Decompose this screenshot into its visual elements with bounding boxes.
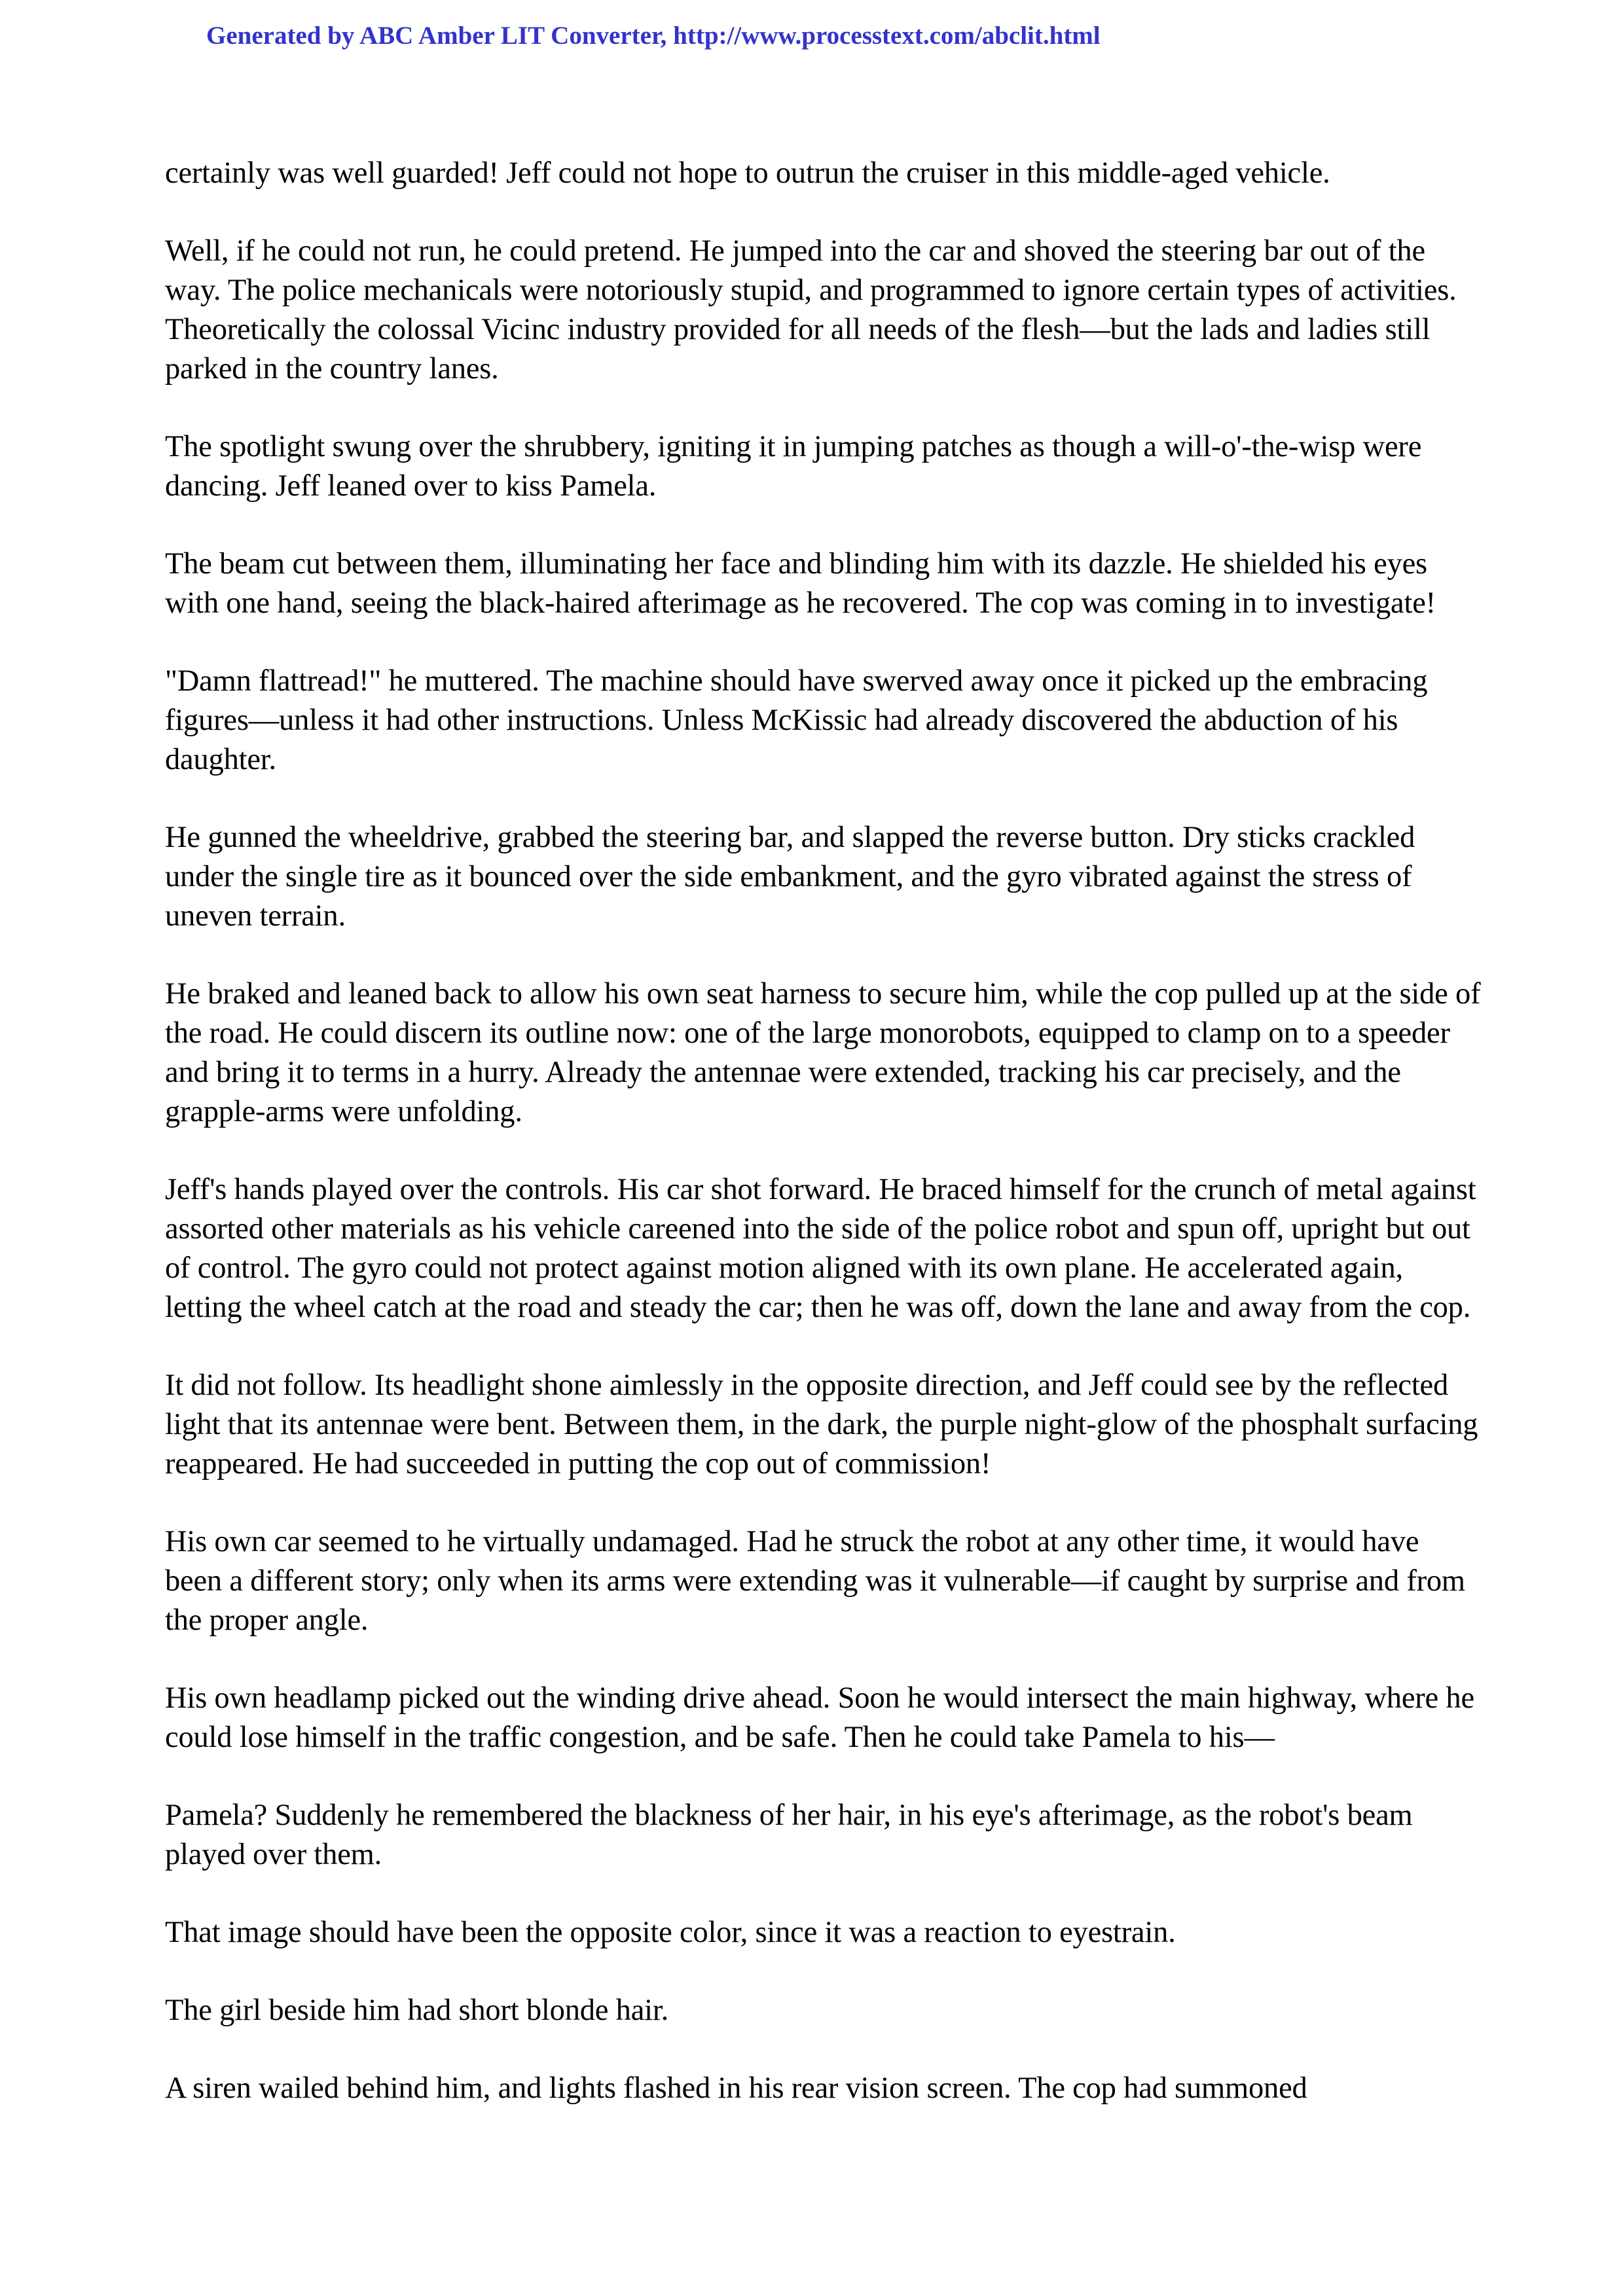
paragraph: Well, if he could not run, he could pretend. He jumped into the car and shoved the steering bar out of the way. The police mechanicals were notoriously stupid, and programmed to ignore certain types of activities. Theoretically the colossal Vicinc industry provided for all needs of the flesh—but the lads and ladies still parked in the country lanes. [165,234,1457,386]
converter-header-link[interactable]: Generated by ABC Amber LIT Converter, http://www.processtext.com/abclit.html [206,22,1101,50]
paragraph: "Damn flattread!" he muttered. The machine should have swerved away once it picked up the embracing figures—unless it had other instructions. Unless McKissic had already discovered the abduction of his daughter. [165,664,1428,776]
paragraph: That image should have been the opposite color, since it was a reaction to eyestrain. [165,1916,1176,1949]
paragraph: He gunned the wheeldrive, grabbed the steering bar, and slapped the reverse button. Dry sticks crackled under the single tire as it bounced over the side embankment, and the gyro vibrated against the stress of uneven terrain. [165,821,1415,933]
paragraph: His own headlamp picked out the winding drive ahead. Soon he would intersect the main highway, where he could lose himself in the traffic congestion, and be safe. Then he could take Pamela to his— [165,1681,1474,1754]
paragraph: certainly was well guarded! Jeff could not hope to outrun the cruiser in this middle-aged vehicle. [165,156,1330,190]
paragraph: A siren wailed behind him, and lights flashed in his rear vision screen. The cop had summoned [165,2072,1307,2105]
paragraph: The beam cut between them, illuminating her face and blinding him with its dazzle. He shielded his eyes with one hand, seeing the black-haired afterimage as he recovered. The cop was coming in to investigate! [165,547,1436,620]
paragraph: It did not follow. Its headlight shone aimlessly in the opposite direction, and Jeff could see by the reflected light that its antennae were bent. Between them, in the dark, the purple night-glow of the phosphalt surfacing reappeared. He had succeeded in putting the cop out of commission! [165,1369,1478,1480]
paragraph: He braked and leaned back to allow his own seat harness to secure him, while the cop pulled up at the side of the road. He could discern its outline now: one of the large monorobots, equipped to clamp on to a speeder and bring it to terms in a hurry. Already the antennae were extended, tracking his car precisely, and the grapple-arms were unfolding. [165,977,1481,1128]
paragraph: The girl beside him had short blonde hair. [165,1994,669,2027]
paragraph: Pamela? Suddenly he remembered the blackness of her hair, in his eye's afterimage, as the robot's beam played over them. [165,1799,1413,1871]
paragraph: His own car seemed to he virtually undamaged. Had he struck the robot at any other time, it would have been a different story; only when its arms were extending was it vulnerable—if caught by surprise and from the proper angle. [165,1525,1465,1637]
paragraph: The spotlight swung over the shrubbery, igniting it in jumping patches as though a will-o'-the-wisp were dancing. Jeff leaned over to kiss Pamela. [165,430,1422,503]
paragraph: Jeff's hands played over the controls. His car shot forward. He braced himself for the crunch of metal against assorted other materials as his vehicle careened into the side of the police robot and spun off, upright but out of control. The gyro could not protect against motion aligned with its own plane. He accelerated again, letting the wheel catch at the road and steady the car; then he was off, down the lane and away from the cop. [165,1173,1476,1324]
document-body [165,154,1481,2147]
